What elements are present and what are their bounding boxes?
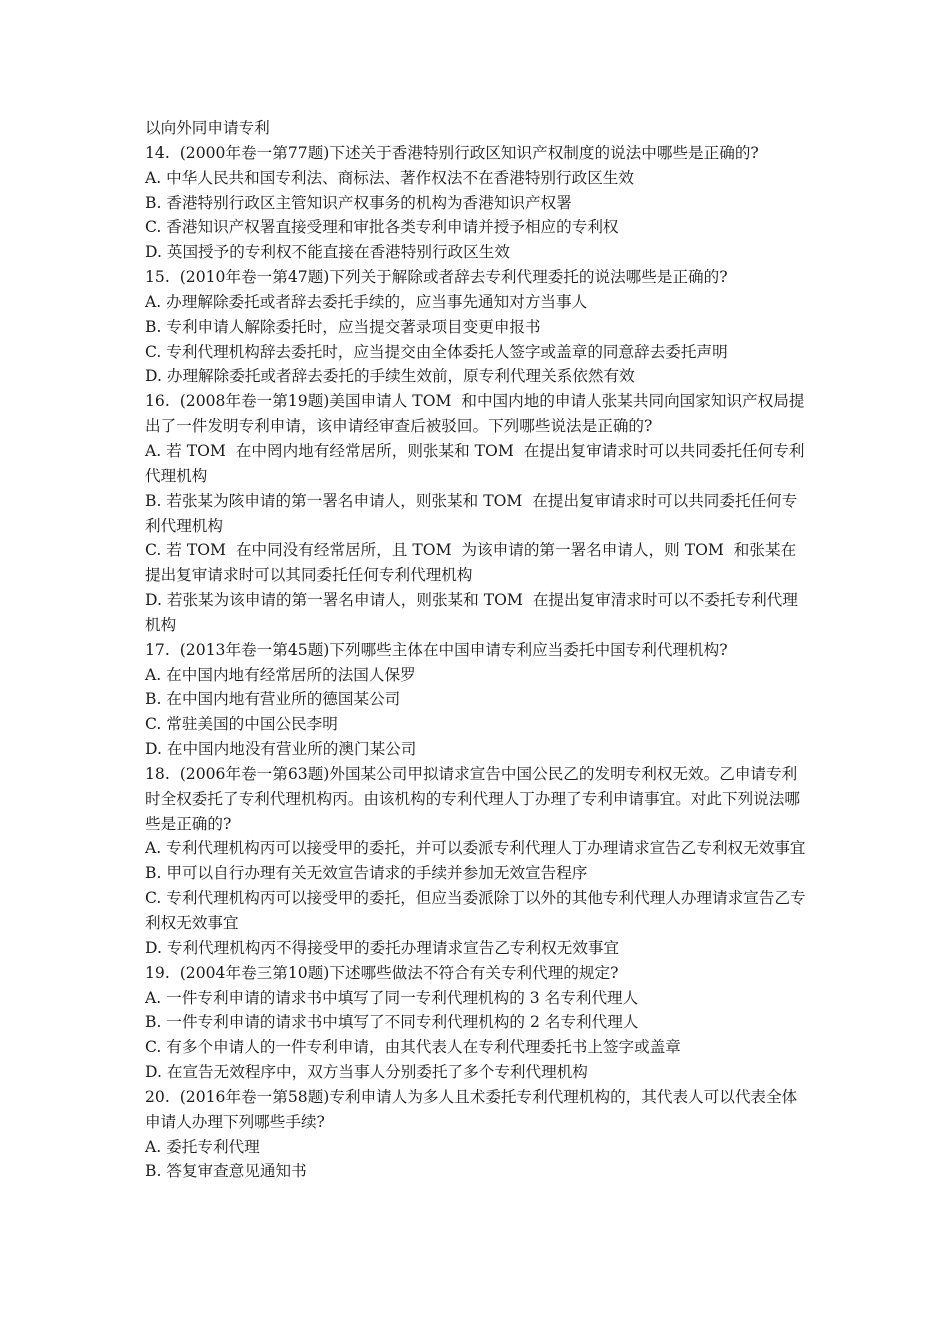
option-line: C. 专利代理机构丙可以接受甲的委托，但应当委派除丁以外的其他专利代理人办理请求宣告乙专利权无效事宜 xyxy=(145,889,806,932)
option-line: B. 一件专利申请的请求书中填写了不同专利代理机构的 2 名专利代理人 xyxy=(145,1013,639,1032)
option-line: B. 香港特别行政区主管知识产权事务的机构为香港知识产权署 xyxy=(145,193,572,212)
option-line: D. 办理解除委托或者辞去委托的手续生效前，原专利代理关系依然有效 xyxy=(145,367,635,386)
option-line: C. 专利代理机构辞去委托时，应当提交由全体委托人签字或盖章的同意辞去委托声明 xyxy=(145,342,728,361)
option-line: B. 答复审查意见通知书 xyxy=(145,1162,307,1181)
option-line: A. 专利代理机构丙可以接受甲的委托，并可以委派专利代理人丁办理请求宣告乙专利权无效事宜 xyxy=(145,839,806,858)
option-line: C. 香港知识产权署直接受理和审批各类专利申请并授予相应的专利权 xyxy=(145,218,619,237)
question-15: 15. (2010年卷一第47题)下列关于解除或者辞去专利代理委托的说法哪些是正确的? xyxy=(145,268,728,287)
option-line: D. 在宣告无效程序中，双方当事人分别委托了多个专利代理机构 xyxy=(145,1063,588,1082)
option-line: B. 若张某为陔申请的第一署名申请人，则张某和 TOM 在提出复审请求时可以共同委托任何专利代理机构 xyxy=(145,491,798,535)
question-20: 20. (2016年卷一第58题)专利申请人为多人且术委托专利代理机构的，其代表人可以代表全体申请人办理下列哪些手续? xyxy=(145,1087,798,1131)
option-line: B. 甲可以自行办理有关无效宣告请求的手续并参加无效宣告程序 xyxy=(145,864,588,883)
option-line: C. 若 TOM 在中同没有经常居所，且 TOM 为该申请的第一署名申请人，则 TOM 和张某在提出复审请求时可以其同委托任何专利代理机构 xyxy=(145,541,797,585)
document-body xyxy=(145,116,810,1184)
question-17: 17. (2013年卷一第45题)下列哪些主体在中国申请专利应当委托中国专利代理机构? xyxy=(145,640,728,659)
text-line: 以向外同申请专利 xyxy=(145,119,270,137)
option-line: A. 若 TOM 在中罔内地有经常居所，则张某和 TOM 在提出复审请求时可以共同委托任何专利代理机构 xyxy=(145,441,805,485)
option-line: A. 办理解除委托或者辞去委托手续的，应当事先通知对方当事人 xyxy=(145,292,588,311)
option-line: D. 在中国内地没有营业所的澳门某公司 xyxy=(145,740,417,759)
question-16: 16. (2008年卷一第19题)美国申请人 TOM 和中国内地的申请人张某共同向国家知识产权局提出了一件发明专利申请，该申请经审查后被驳回。下列哪些说法是正确的? xyxy=(145,392,805,436)
option-line: B. 专利申请人解除委托时，应当提交著录项目变更申报书 xyxy=(145,317,541,336)
option-line: A. 一件专利申请的请求书中填写了同一专利代理机构的 3 名专利代理人 xyxy=(145,988,639,1007)
option-line: A. 在中国内地有经常居所的法国人保罗 xyxy=(145,665,416,684)
option-line: C. 常驻美国的中国公民李明 xyxy=(145,715,338,734)
option-line: D. 专利代理机构丙不得接受甲的委托办理请求宣告乙专利权无效事宜 xyxy=(145,938,620,957)
option-line: D. 英国授予的专利权不能直接在香港特别行政区生效 xyxy=(145,243,510,262)
option-line: A. 委托专利代理 xyxy=(145,1137,260,1156)
option-line: B. 在中国内地有营业所的德国某公司 xyxy=(145,690,401,709)
option-line: D. 若张某为该申请的第一署名申请人，则张某和 TOM 在提出复审清求时可以不委托专利代理机构 xyxy=(145,591,798,634)
question-19: 19. (2004年卷三第10题)下述哪些做法不符合有关专利代理的规定? xyxy=(145,963,619,982)
option-line: C. 有多个申请人的一件专利申请，由其代表人在专利代理委托书上签字或盖章 xyxy=(145,1038,681,1057)
option-line: A. 中华人民共和国专利法、商标法、著作权法不在香港特别行政区生效 xyxy=(145,168,634,187)
question-18: 18. (2006年卷一第63题)外国某公司甲拟请求宣告中国公民乙的发明专利权无效。乙申请专利时全权委托了专利代理机构丙。由该机构的专利代理人丁办理了专利申请事宜。对此下列说法哪些是正确的? xyxy=(145,764,800,833)
question-14: 14. (2000年卷一第77题)下述关于香港特别行政区知识产权制度的说法中哪些是正确的? xyxy=(145,143,759,162)
